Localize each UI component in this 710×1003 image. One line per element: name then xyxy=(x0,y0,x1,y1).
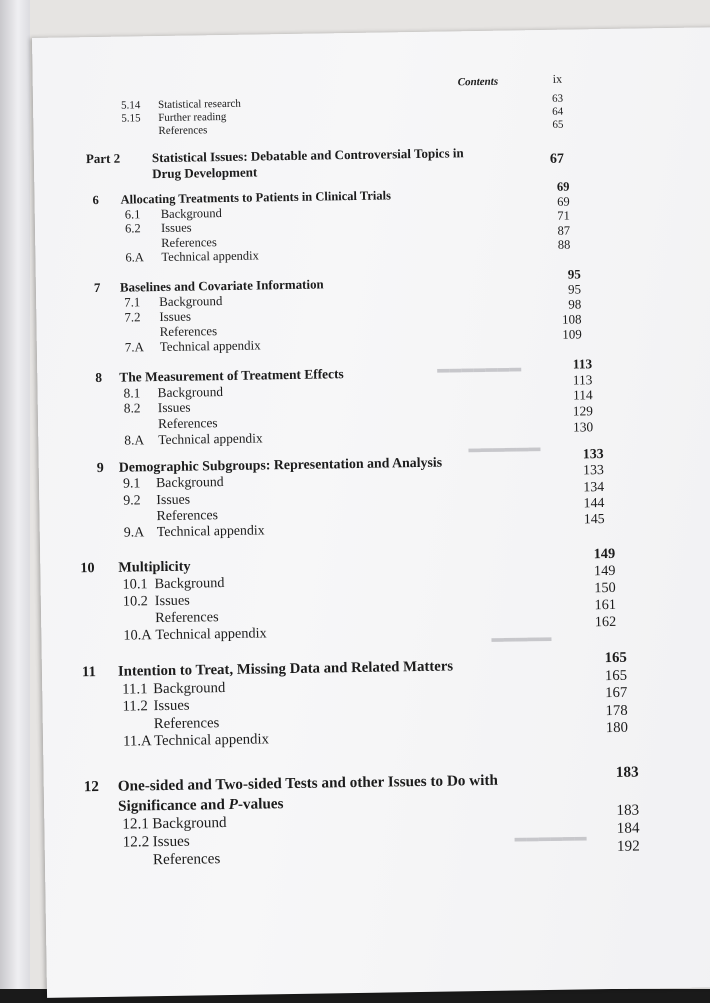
running-header-page-number: ix xyxy=(552,71,563,86)
toc-section-title: References xyxy=(161,234,217,250)
toc-section-number: 11.1 xyxy=(122,680,148,698)
toc-section-number: 9.A xyxy=(123,524,145,540)
show-through-text: ▬▬▬▬▬▬ xyxy=(468,440,541,456)
chapter-title: One-sided and Two-sided Tests and other Issues to Do with xyxy=(117,771,499,795)
toc-page-number: 113 xyxy=(572,371,593,388)
toc-section-number: 6.1 xyxy=(124,206,141,222)
toc-section-title: Background xyxy=(152,814,227,833)
toc-section-title: References xyxy=(154,608,219,626)
toc-page-number: 134 xyxy=(583,478,605,494)
toc-section-number: 12.1 xyxy=(122,815,150,833)
chapter-number: 7 xyxy=(93,279,101,296)
toc-page-number: 64 xyxy=(552,105,564,118)
chapter-page-number: 133 xyxy=(582,446,604,462)
chapter-title: Intention to Treat, Missing Data and Related Matters xyxy=(117,658,454,680)
chapter-number: 12 xyxy=(83,778,100,796)
toc-section-number: 7.1 xyxy=(124,294,141,310)
toc-page-number: 133 xyxy=(582,462,604,478)
toc-section-title: Issues xyxy=(157,399,191,416)
toc-page-number: 63 xyxy=(551,92,564,105)
toc-section-title: References xyxy=(158,124,208,138)
table-of-contents xyxy=(32,27,710,38)
toc-section-number: 10.2 xyxy=(122,593,149,610)
toc-page-number: 183 xyxy=(616,801,640,820)
toc-section-title: References xyxy=(159,323,218,340)
chapter-page-number: 149 xyxy=(593,545,616,563)
toc-page-number: 71 xyxy=(557,208,570,223)
toc-section-number: 11.A xyxy=(122,733,152,750)
toc-section-title: References xyxy=(152,850,221,869)
toc-section-number: 9.1 xyxy=(122,475,141,491)
toc-section-title: References xyxy=(153,714,220,732)
part-page-number: 67 xyxy=(549,151,565,167)
toc-section-title: Background xyxy=(160,205,222,221)
chapter-page-number: 95 xyxy=(567,266,581,282)
toc-section-number: 7.2 xyxy=(124,309,141,325)
toc-section-number: 10.A xyxy=(123,626,152,644)
chapter-page-number: 183 xyxy=(615,763,639,781)
toc-section-title: Issues xyxy=(154,592,190,609)
toc-page-number: 145 xyxy=(583,511,605,527)
show-through-text: ▬▬▬▬▬▬ xyxy=(514,829,587,845)
toc-section-title: Issues xyxy=(152,832,190,851)
part-title-line1: Statistical Issues: Debatable and Controversial Topics in xyxy=(151,145,464,166)
toc-page-number: 65 xyxy=(552,118,564,131)
toc-section-title: Technical appendix xyxy=(155,624,267,643)
toc-page-number: 165 xyxy=(604,667,628,684)
toc-section-title: Issues xyxy=(159,308,192,325)
toc-page-number: 109 xyxy=(562,326,582,343)
toc-section-title: References xyxy=(157,415,218,432)
toc-section-title: Further reading xyxy=(158,110,227,125)
toc-section-title: Background xyxy=(159,293,223,310)
toc-section-title: Technical appendix xyxy=(161,248,259,264)
toc-page-number: 167 xyxy=(605,684,628,702)
running-header-title: Contents xyxy=(457,75,499,89)
show-through-text: ▬▬▬▬▬ xyxy=(491,629,552,645)
chapter-title: The Measurement of Treatment Effects xyxy=(119,366,344,385)
chapter-title: Baselines and Covariate Information xyxy=(119,276,324,295)
chapter-number: 11 xyxy=(81,664,97,681)
toc-section-title: Issues xyxy=(156,491,191,507)
chapter-page-number: 69 xyxy=(556,179,570,194)
toc-section-title: Technical appendix xyxy=(156,522,265,540)
toc-page-number: 130 xyxy=(572,419,594,435)
toc-page-number: 178 xyxy=(605,702,628,719)
toc-section-title: Background xyxy=(155,474,224,491)
toc-section-title: Technical appendix xyxy=(153,731,270,750)
toc-page-number: 161 xyxy=(594,596,617,613)
book-spine-edge xyxy=(0,0,30,1003)
toc-section-number: 10.1 xyxy=(122,576,148,593)
toc-section-title: Background xyxy=(157,383,224,400)
chapter-number: 10 xyxy=(80,560,95,577)
toc-section-number: 5.15 xyxy=(121,112,141,125)
toc-page-number: 114 xyxy=(572,387,593,403)
chapter-number: 6 xyxy=(92,192,99,208)
toc-section-title: Statistical research xyxy=(157,97,241,112)
toc-page-number: 69 xyxy=(557,194,570,209)
toc-page-number: 150 xyxy=(594,579,616,597)
part-label: Part 2 xyxy=(85,150,121,167)
contents-page xyxy=(32,27,710,998)
toc-page-number: 184 xyxy=(616,819,640,838)
toc-page-number: 88 xyxy=(557,237,571,252)
toc-section-title: Background xyxy=(153,679,226,697)
toc-section-number: 6.2 xyxy=(124,221,141,236)
toc-section-title: Issues xyxy=(160,220,192,235)
toc-page-number: 108 xyxy=(561,311,582,328)
toc-section-number: 9.2 xyxy=(123,491,141,508)
toc-page-number: 98 xyxy=(568,296,582,312)
toc-page-number: 192 xyxy=(616,837,640,856)
toc-section-number: 8.2 xyxy=(123,400,141,416)
chapter-title: Demographic Subgroups: Representation and Analysis xyxy=(118,454,443,475)
toc-section-title: Technical appendix xyxy=(159,337,261,355)
toc-section-number: 8.A xyxy=(124,432,145,448)
chapter-number: 8 xyxy=(95,369,103,386)
toc-section-title: References xyxy=(156,507,219,523)
toc-page-number: 149 xyxy=(593,562,616,580)
chapter-page-number: 113 xyxy=(572,356,593,372)
show-through-text: ▬▬▬▬▬▬▬ xyxy=(437,360,522,376)
toc-page-number: 129 xyxy=(572,403,594,419)
chapter-title-line2: Significance and P-values xyxy=(117,795,284,815)
toc-page-number: 162 xyxy=(594,613,617,630)
part-title-line2: Drug Development xyxy=(152,164,258,182)
toc-section-number: 6.A xyxy=(125,250,144,265)
toc-section-title: Issues xyxy=(153,697,190,715)
toc-page-number: 144 xyxy=(583,494,605,511)
toc-section-number: 8.1 xyxy=(123,385,141,401)
toc-section-number: 7.A xyxy=(124,339,145,355)
toc-section-number: 11.2 xyxy=(122,698,148,715)
chapter-number: 9 xyxy=(96,459,104,476)
toc-section-title: Technical appendix xyxy=(158,430,263,447)
toc-section-number: 5.14 xyxy=(120,99,141,112)
toc-page-number: 87 xyxy=(557,223,571,238)
toc-page-number: 95 xyxy=(567,281,582,297)
chapter-title: Multiplicity xyxy=(118,558,191,576)
toc-section-title: Background xyxy=(154,574,225,593)
chapter-page-number: 165 xyxy=(604,649,627,667)
toc-section-number: 12.2 xyxy=(122,833,150,851)
toc-page-number: 180 xyxy=(605,719,629,737)
chapter-title: Allocating Treatments to Patients in Clinical Trials xyxy=(120,188,392,207)
